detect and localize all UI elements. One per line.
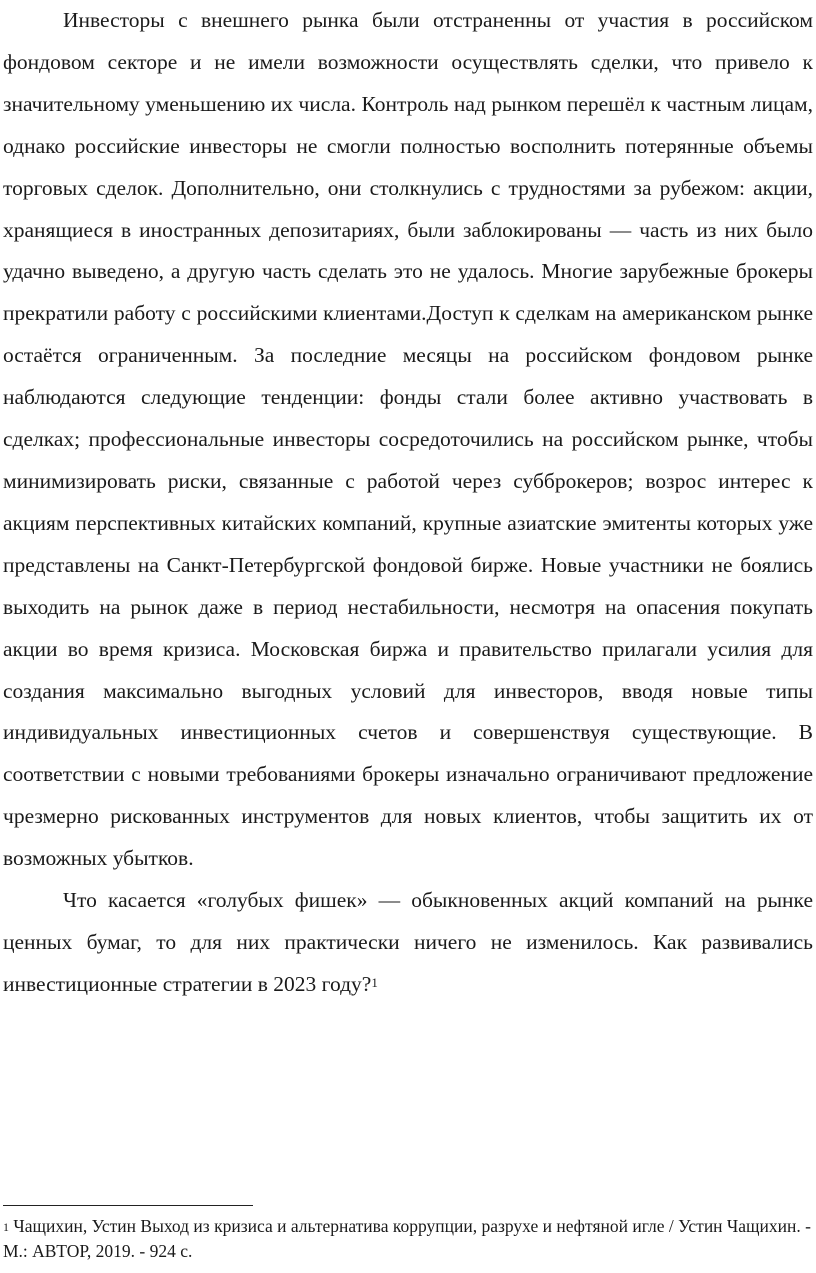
footnote (3, 1214, 813, 1264)
footnote-text: Чащихин, Устин Выход из кризиса и альтернатива коррупции, разрухе и нефтяной игле / Устин Чащихин. - М.: АВТОР, 2019. - 924 с. (3, 1216, 811, 1261)
paragraph-2 (3, 880, 813, 1006)
footnote-separator (3, 1205, 253, 1206)
paragraph-1 (3, 0, 813, 880)
footnote-marker: 1 (3, 1220, 9, 1234)
paragraph-1-text: Инвесторы с внешнего рынка были отстраненны от участия в российском фондовом секторе и не имели возможности осуществлять сделки, что привело к значительному уменьшению их числа. Контроль над рынком перешёл к частным лицам, однако российские инвесторы не смогли полностью восполнить потерянные объемы торговых сделок. Дополнительно, они столкнулись с трудностями за рубежом: акции, хранящиеся в иностранных депозитариях, были заблокированы — часть из них было удачно выведено, а другую часть сделать это не удалось. Многие зарубежные брокеры прекратили работу с российскими клиентами.Доступ к сделкам на американском рынке остаётся ограниченным. За последние месяцы на российском фондовом рынке наблюдаются следующие тенденции: фонды стали более активно участвовать в сделках; профессиональные инвесторы сосредоточились на российском рынке, чтобы минимизировать риски, связанные с работой через субброкеров; возрос интерес к акциям перспективных китайских компаний, крупные азиатские эмитенты которых уже представлены на Санкт-Петербургской фондовой бирже. Новые участники не боялись выходить на рынок даже в период нестабильности, несмотря на опасения покупать акции во время кризиса. Московская биржа и правительство прилагали усилия для создания максимально выгодных условий для инвесторов, вводя новые типы индивидуальных инвестиционных счетов и совершенствуя существующие. В соответствии с новыми требованиями брокеры изначально ограничивают предложение чрезмерно рискованных инструментов для новых клиентов, чтобы защитить их от возможных убытков. (3, 8, 813, 871)
body-text (3, 0, 813, 1006)
paragraph-2-text: Что касается «голубых фишек» — обыкновенных акций компаний на рынке ценных бумаг, то для них практически ничего не изменилось. Как развивались инвестиционные стратегии в 2023 году? (3, 888, 813, 996)
footnote-reference[interactable]: 1 (371, 974, 378, 990)
